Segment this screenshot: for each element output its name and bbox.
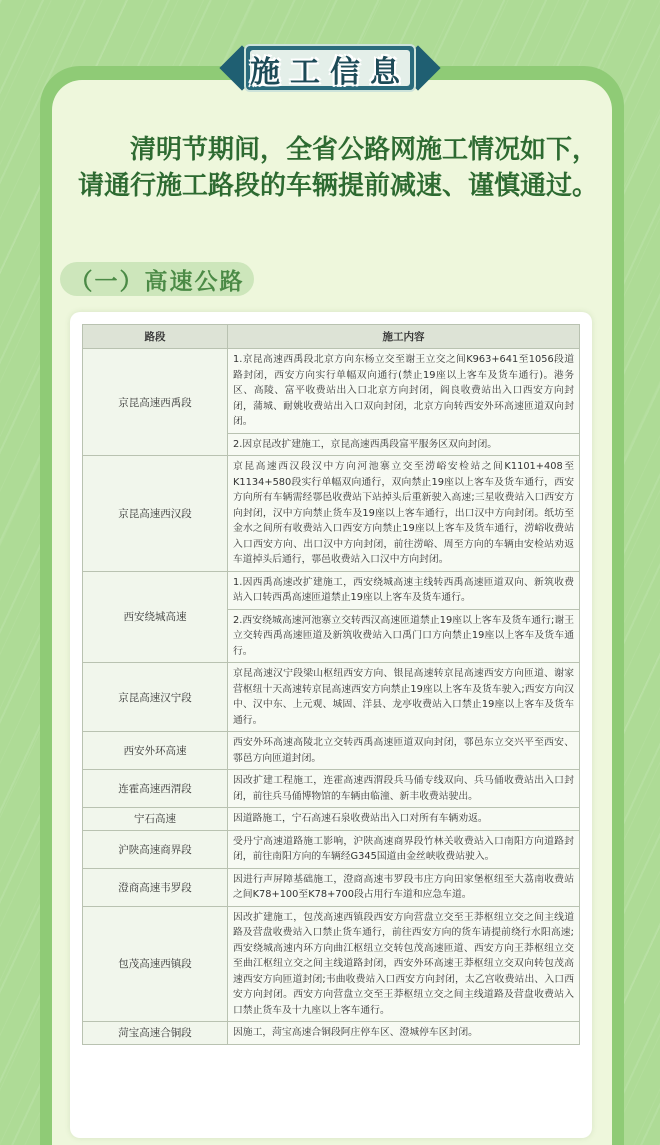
section-tag <box>60 262 254 296</box>
road-cell: 包茂高速西镇段 <box>83 906 228 1022</box>
page-title: 施工信息 <box>250 55 410 90</box>
table-row <box>83 808 580 831</box>
table-header-row <box>83 325 580 349</box>
road-cell: 京昆高速西禹段 <box>83 349 228 456</box>
road-cell: 西安绕城高速 <box>83 571 228 663</box>
content-cell: 因道路施工，宁石高速石泉收费站出入口对所有车辆劝返。 <box>228 808 580 831</box>
content-cell: 因改扩建工程施工，连霍高速西渭段兵马俑专线双向、兵马俑收费站出入口封闭，前往兵马俑博物馆的车辆由临潼、新丰收费站驶出。 <box>228 770 580 808</box>
construction-table <box>82 324 580 1045</box>
title-badge <box>232 40 428 96</box>
column-header-content: 施工内容 <box>228 325 580 349</box>
road-cell: 澄商高速韦罗段 <box>83 868 228 906</box>
content-cell: 受丹宁高速道路施工影响，沪陕高速商界段竹林关收费站入口南阳方向道路封闭，前往南阳方向的车辆经G345国道由金丝峡收费站驶入。 <box>228 830 580 868</box>
table-row <box>83 456 580 572</box>
content-cell: 因进行声屏障基础施工，澄商高速韦罗段韦庄方向田家堡枢纽至大荔南收费站之间K78+100至K78+700段占用行车道和应急车道。 <box>228 868 580 906</box>
content-cell: 1.因西禹高速改扩建施工，西安绕城高速主线转西禹高速匝道双向、新筑收费站入口转西禹高速匝道禁止19座以上客车及货车通行。 <box>228 571 580 609</box>
content-cell: 因改扩建施工，包茂高速西镇段西安方向营盘立交至王莽枢纽立交之间主线道路及营盘收费站入口禁止货车通行，前往西安方向的货车请提前绕行水阳高速;西安绕城高速内环方向曲江枢纽立交转包茂高速匝道、西安方向王莽枢纽立交至曲江枢纽立交之间主线道路封闭，西安外环高速王莽枢纽立交双向转包茂高速西安方向匝道封闭;韦曲收费站入口西安方向封闭，太乙宫收费站出、入口西安方向封闭。西安方向营盘立交至王莽枢纽立交之间主线道路及营盘收费站入口禁止货车及十九座以上客车通行。 <box>228 906 580 1022</box>
column-header-road: 路段 <box>83 325 228 349</box>
table-row <box>83 349 580 434</box>
content-cell: 2.因京昆改扩建施工，京昆高速西禹段富平服务区双向封闭。 <box>228 433 580 456</box>
table-row <box>83 906 580 1022</box>
road-cell: 沪陕高速商界段 <box>83 830 228 868</box>
table-row <box>83 770 580 808</box>
table-row <box>83 732 580 770</box>
table-row <box>83 571 580 609</box>
road-cell: 连霍高速西渭段 <box>83 770 228 808</box>
content-cell: 西安外环高速高陵北立交转西禹高速匝道双向封闭，鄠邑东立交兴平至西安、鄠邑方向匝道封闭。 <box>228 732 580 770</box>
table-row <box>83 830 580 868</box>
road-cell: 宁石高速 <box>83 808 228 831</box>
content-cell: 京昆高速西汉段汉中方向河池寨立交至涝峪安检站之间K1101+408至K1134+580段实行单幅双向通行，双向禁止19座以上客车及货车通行，西安方向所有车辆需经鄠邑收费站下站掉头后重新驶入高速;三星收费站入口西安方向封闭，汉中方向禁止货车及19座以上客车通行，出口汉中方向封闭。纸坊至金水之间所有收费站入口西安方向禁止19座以上客车及货车通行，涝峪收费站入口西安方向、出口汉中方向封闭，前往涝峪、周至方向的车辆由安检站劝返车道掉头后通行，鄠邑收费站入口汉中方向封闭。 <box>228 456 580 572</box>
content-cell: 京昆高速汉宁段梁山枢纽西安方向、银昆高速转京昆高速西安方向匝道、谢家营枢纽十天高速转京昆高速西安方向禁止19座以上客车及货车驶入;西安方向汉中、汉中东、上元观、城固、洋县、龙亭收费站入口禁止19座以上客车及货车通行。 <box>228 663 580 732</box>
content-cell: 2.西安绕城高速河池寨立交转西汉高速匝道禁止19座以上客车及货车通行;谢王立交转西禹高速匝道及新筑收费站入口禹门口方向禁止19座以上客车及货车通行。 <box>228 609 580 663</box>
construction-table-card <box>70 312 592 1138</box>
content-cell: 因施工，菏宝高速合铜段阿庄停车区、澄城停车区封闭。 <box>228 1022 580 1045</box>
table-row <box>83 1022 580 1045</box>
road-cell: 京昆高速汉宁段 <box>83 663 228 732</box>
road-cell: 京昆高速西汉段 <box>83 456 228 572</box>
table-row <box>83 868 580 906</box>
content-cell: 1.京昆高速西禹段北京方向东杨立交至谢王立交之间K963+641至1056段道路封闭，西安方向实行单幅双向通行(禁止19座以上客车及货车通行)。港务区、高陵、富平收费站出入口北京方向封闭，阎良收费站出入口西安方向封闭，蒲城、耐姚收费站出入口双向封闭，北京方向转西安外环高速匝道双向封闭。 <box>228 349 580 434</box>
intro-text: 清明节期间，全省公路网施工情况如下，请通行施工路段的车辆提前减速、谨慎通过。 <box>78 135 599 201</box>
road-cell: 西安外环高速 <box>83 732 228 770</box>
road-cell: 菏宝高速合铜段 <box>83 1022 228 1045</box>
table-row <box>83 663 580 732</box>
section-title: （一）高速公路 <box>69 269 245 295</box>
